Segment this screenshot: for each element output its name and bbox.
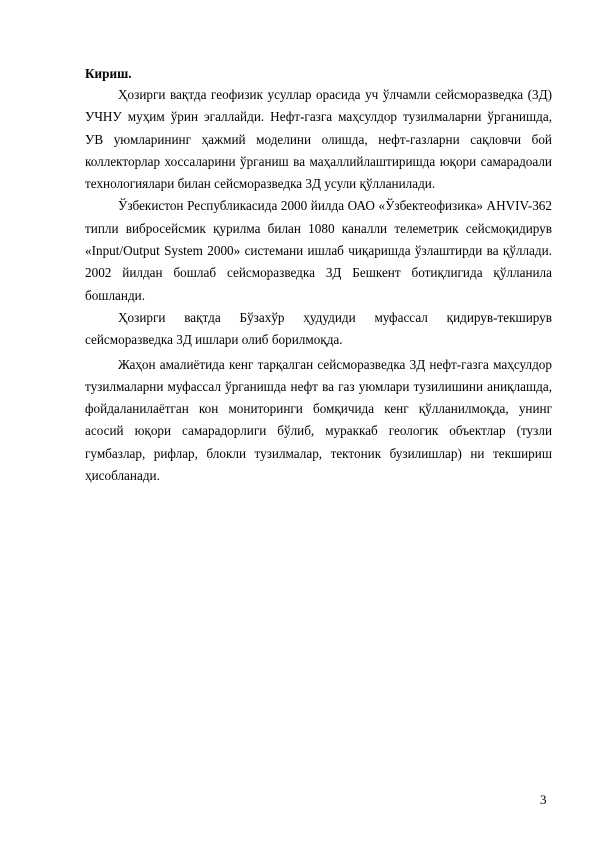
- paragraph-2: Ўзбекистон Республикасида 2000 йилда ОАО «Ўзбектеофизика» АНVIV-362 типли вибросейсмик қурилма билан 1080 каналли телеметрик сейсмоқидирув «Input/Output System 2000» системани ишлаб чиқаришда ўзлаштирди ва қўллади. 2002 йилдан бошлаб сейсморазведка 3Д Бешкент ботиқлигида қўлланила бошланди.: [85, 198, 552, 303]
- paragraph-3: Ҳозирги вақтда Бўзахўр ҳудудиди муфассал қидирув-текширув сейсморазведка 3Д ишлари олиб борилмоқда.: [85, 309, 552, 348]
- page-number: 3: [540, 792, 547, 807]
- paragraph-4: Жаҳон амалиётида кенг тарқалган сейсморазведка 3Д нефт-газга маҳсулдор тузилмаларни муфассал ўрганишда нефт ва газ уюмлари тузилишини аниқлашда, фойдаланилаётган кон мониторинги бомқичида кенг қўлланилмоқда, унинг асосий юқори самарадорлиги бўлиб, мураккаб геологик объектлар (тузли гумбазлар, рифлар, блокли тузилмалар, тектоник бузилишлар) ни текшириш ҳисобланади.: [85, 356, 552, 484]
- section-heading: Кириш.: [85, 66, 132, 81]
- document-page: [85, 64, 552, 487]
- paragraph-1: Ҳозирги вақтда геофизик усуллар орасида уч ўлчамли сейсморазведка (3Д) УЧНУ муҳим ўрин эгаллайди. Нефт-газга маҳсулдор тузилмаларни ўрганишда, УВ уюмларининг ҳажмий моделини олишда, нефт-газларни сақловчи бой коллекторлар хоссаларини ўрганиш ва маҳаллийлаштиришда юқори самарадоали технологиялари билан сейсморазведка 3Д усули қўлланилади.: [85, 87, 552, 192]
